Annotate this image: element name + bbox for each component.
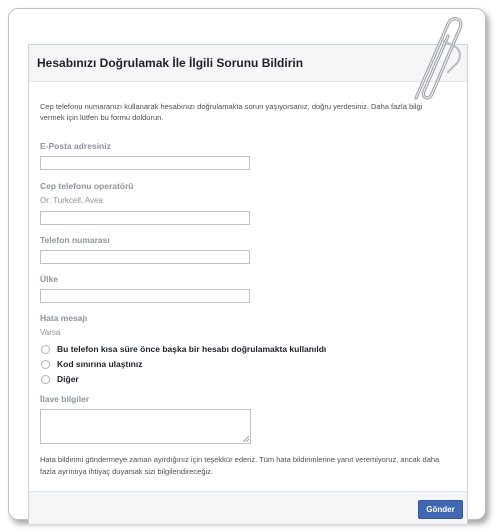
email-label: E-Posta adresiniz (40, 141, 111, 151)
report-form-dialog (28, 44, 468, 522)
error-option-label: Bu telefon kısa süre önce başka bir hesabı doğrulamakta kullanıldı (57, 344, 327, 354)
intro-text: Cep telefonu numaranızı kullanarak hesabınızı doğrulamakta sorun yaşıyorsanız, doğru yerdesiniz. Daha fazla bilgi vermek için lütfen bu formu doldurun. (40, 102, 423, 122)
radio-button[interactable] (41, 375, 50, 384)
email-field[interactable] (40, 156, 250, 170)
operator-field[interactable] (40, 211, 250, 225)
phone-field[interactable] (40, 250, 250, 264)
country-field[interactable] (40, 289, 250, 303)
operator-hint: Or: Turkcell, Avea (40, 196, 103, 205)
extra-info-label: İlave bilgiler (40, 394, 90, 404)
error-option-code-limit[interactable] (41, 359, 142, 369)
page-title: Hesabınızı Doğrulamak İle İlgili Sorunu Bildirin (37, 56, 304, 70)
error-option-label: Kod sınırına ulaştınız (57, 359, 143, 369)
phone-label: Telefon numarası (40, 235, 110, 245)
paperclip-icon (402, 10, 472, 115)
operator-label: Cep telefonu operatörü (40, 181, 134, 191)
radio-button[interactable] (41, 345, 50, 354)
error-option-recently-used[interactable] (41, 344, 326, 354)
error-message-hint: Varsa (40, 328, 61, 337)
extra-info-textarea[interactable] (40, 409, 251, 444)
radio-button[interactable] (41, 360, 50, 369)
country-label: Ülke (40, 274, 58, 284)
thanks-text: Hata bildirimi göndermeye zaman ayırdığınız için teşekkür ederiz. Tüm hata bildirimlerine yanıt veremiyoruz, ancak daha fazla ayrıntıya ihtiyaç duyarsak sizi bilgilendireceğiz. (40, 455, 440, 476)
dialog-footer (29, 491, 467, 524)
error-option-label: Diğer (57, 374, 79, 384)
error-option-other[interactable] (41, 374, 79, 384)
submit-button[interactable]: Gönder (418, 500, 463, 519)
error-message-label: Hata mesajı (40, 313, 88, 323)
resize-grip-icon[interactable] (243, 436, 249, 442)
